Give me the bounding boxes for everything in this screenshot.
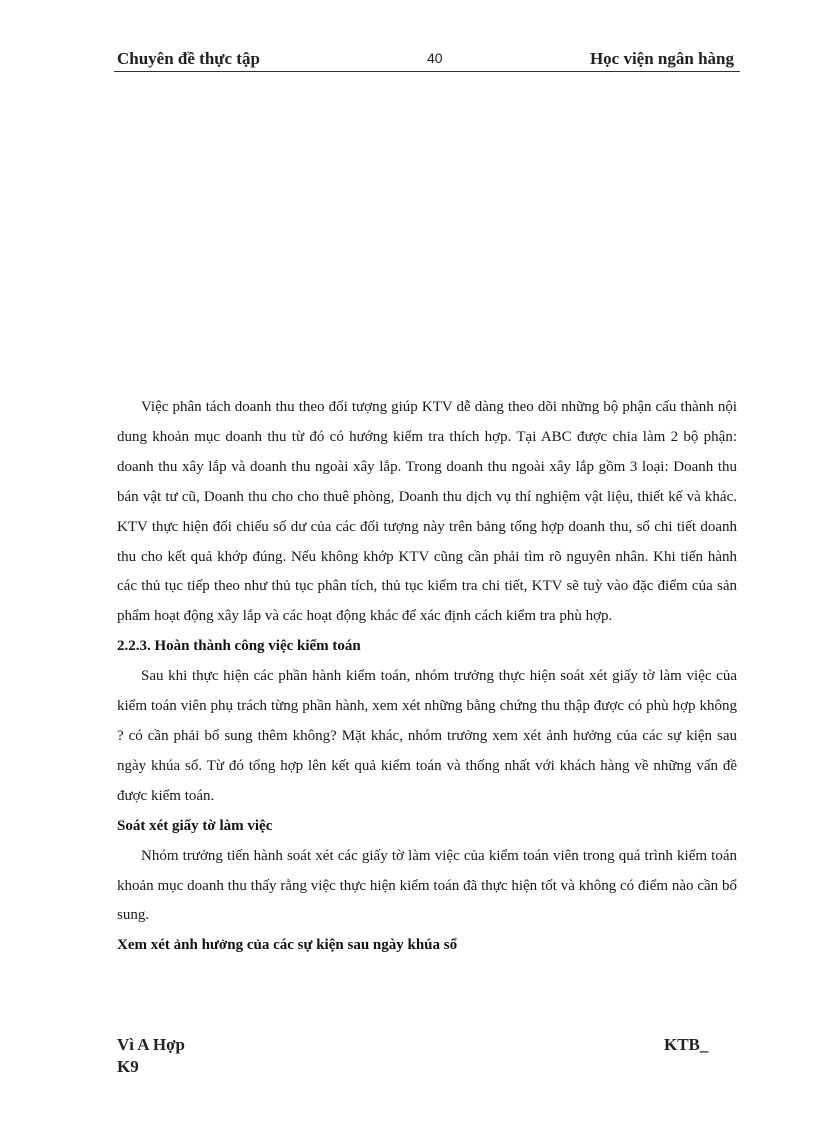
footer-author [117, 1034, 185, 1078]
footer-class-suffix: K9 [117, 1057, 139, 1076]
paragraph-completion: Sau khi thực hiện các phần hành kiểm toán, nhóm trưởng thực hiện soát xét giấy tờ làm việc của kiểm toán viên phụ trách từng phần hành, xem xét những bằng chứng thu thập được có phù hợp không ? có cần phải bổ sung thêm không? Mặt khác, nhóm trưởng xem xét ảnh hưởng của các sự kiện sau ngày khúa sổ. Từ đó tổng hợp lên kết quả kiểm toán và thống nhất với khách hàng về những vấn đề được kiểm toán. [117, 668, 737, 804]
page-number: 40 [427, 50, 443, 66]
header-left-title: Chuyên đề thực tập [117, 49, 260, 68]
subheading-subsequent-events: Xem xét ảnh hưởng của các sự kiện sau ngày khúa sổ [117, 937, 458, 954]
paragraph-revenue-split: Việc phân tách doanh thu theo đối tượng giúp KTV dễ dàng theo dõi những bộ phận cấu thành nội dung khoản mục doanh thu từ đó có hướng kiểm tra thích hợp. Tại ABC được chia làm 2 bộ phận: doanh thu xây lắp và doanh thu ngoài xây lắp. Trong doanh thu ngoài xây lắp gồm 3 loại: Doanh thu bán vật tư cũ, Doanh thu cho cho thuê phòng, Doanh thu dịch vụ thí nghiệm vật liệu, thiết kế và khác. KTV thực hiện đối chiếu số dư của các đối tượng này trên bảng tổng hợp doanh thu, sổ chi tiết doanh thu cho kết quả khớp đúng. Nếu không khớp KTV cũng cần phải tìm rõ nguyên nhân. Khi tiến hành các thủ tục tiếp theo như thủ tục phân tích, thủ tục kiểm tra chi tiết, KTV sẽ tuỳ vào đặc điểm của sản phẩm hoạt động xây lắp và các hoạt động khác để xác định cách kiểm tra phù hợp. [117, 399, 737, 625]
footer-author-name: Vì A Hợp [117, 1035, 185, 1054]
section-heading-2-2-3: 2.2.3. Hoàn thành công việc kiểm toán [117, 638, 361, 655]
document-body [117, 393, 737, 961]
footer-class-prefix: KTB_ [664, 1035, 709, 1054]
header-right-title: Học viện ngân hàng [589, 49, 734, 68]
paragraph-review-papers: Nhóm trưởng tiến hành soát xét các giấy tờ làm việc của kiểm toán viên trong quá trình kiểm toán khoản mục doanh thu thấy rằng việc thực hiện kiểm toán đã thực hiện tốt và không có điểm nào cần bổ sung. [117, 847, 737, 924]
header-rule [114, 71, 740, 72]
subheading-review-papers: Soát xét giấy tờ làm việc [117, 817, 273, 834]
